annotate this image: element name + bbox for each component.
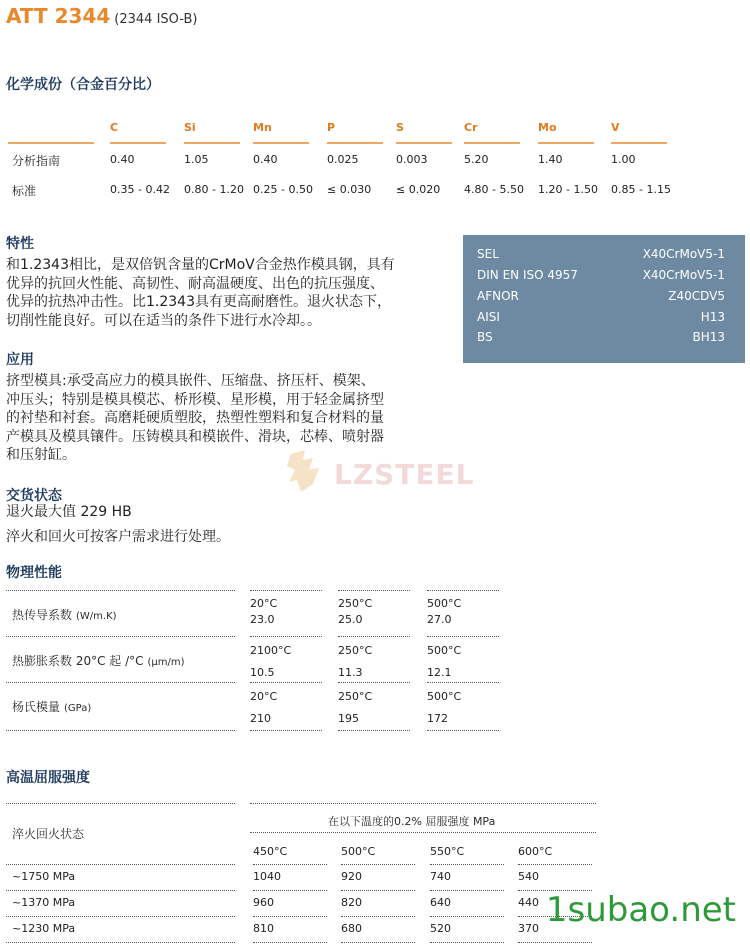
physical-row-label bbox=[12, 652, 185, 669]
divider bbox=[430, 942, 504, 943]
standard-value: BH13 bbox=[692, 330, 725, 344]
site-brand: 1subao.net bbox=[545, 890, 736, 930]
yield-section-title: 高温屈服强度 bbox=[6, 770, 90, 786]
app-line: 产模具及模具镶件。压铸模具和模嵌件、滑块，芯棒、喷射器 bbox=[6, 428, 384, 445]
chem-value: 4.80 - 5.50 bbox=[464, 183, 524, 196]
dragon-logo-icon bbox=[283, 446, 329, 496]
yield-temp-header: 500°C bbox=[341, 845, 376, 858]
props-line: 优异的抗热冲击性。比1.2343具有更高耐磨性。退火状态下， bbox=[6, 294, 391, 310]
page-title bbox=[6, 4, 197, 28]
standard-row bbox=[477, 247, 725, 261]
divider bbox=[464, 142, 520, 144]
yield-value: 810 bbox=[253, 922, 274, 935]
app-line: 冲压头；特别是模具模芯、桥形模、星形模，用于轻金属挤型 bbox=[6, 391, 384, 408]
chem-section-title: 化学成份（合金百分比） bbox=[6, 77, 160, 93]
physical-unit: (GPa) bbox=[64, 703, 92, 714]
divider bbox=[338, 730, 410, 731]
grade-subtitle: (2344 ISO-B) bbox=[114, 12, 198, 27]
physical-temp: 500°C bbox=[427, 597, 462, 610]
divider bbox=[250, 590, 322, 591]
divider bbox=[6, 636, 235, 637]
physical-value: 27.0 bbox=[427, 613, 452, 626]
chem-value: 0.40 bbox=[110, 153, 135, 166]
physical-value: 10.5 bbox=[250, 666, 275, 679]
divider bbox=[338, 682, 410, 683]
divider bbox=[6, 590, 235, 591]
divider bbox=[253, 864, 327, 865]
standard-name: BS bbox=[477, 330, 493, 344]
chem-element-header: Mn bbox=[253, 121, 272, 134]
chem-value: 5.20 bbox=[464, 153, 489, 166]
watermark-text: LZSTEEL bbox=[334, 458, 475, 491]
divider bbox=[427, 682, 499, 683]
standard-value: H13 bbox=[700, 310, 725, 324]
physical-label-text: 热传导系数 bbox=[12, 608, 73, 622]
divider bbox=[430, 890, 504, 891]
divider bbox=[427, 730, 499, 731]
chem-value: 1.20 - 1.50 bbox=[538, 183, 598, 196]
standard-name: DIN EN ISO 4957 bbox=[477, 268, 578, 282]
chem-element-header: Cr bbox=[464, 121, 478, 134]
standard-name: AISI bbox=[477, 310, 500, 324]
standard-row bbox=[477, 310, 725, 324]
physical-temp: 500°C bbox=[427, 690, 462, 703]
yield-value: 370 bbox=[518, 922, 539, 935]
physical-temp: 20°C bbox=[250, 690, 278, 703]
yield-value: 520 bbox=[430, 922, 451, 935]
chem-element-header: C bbox=[110, 121, 119, 134]
physical-section-title: 物理性能 bbox=[6, 565, 62, 581]
app-text bbox=[6, 372, 456, 465]
yield-row-label: ~1230 MPa bbox=[12, 922, 76, 935]
chem-row-label: 标准 bbox=[12, 184, 37, 198]
divider bbox=[341, 942, 415, 943]
chem-value: 1.40 bbox=[538, 153, 563, 166]
chem-value: 0.85 - 1.15 bbox=[611, 183, 671, 196]
physical-label-text: 杨氏模量 bbox=[12, 700, 61, 714]
standard-value: X40CrMoV5-1 bbox=[642, 247, 725, 261]
divider bbox=[8, 142, 94, 144]
divider bbox=[341, 890, 415, 891]
delivery-section-title: 交货状态 bbox=[6, 488, 62, 504]
chem-value: ≤ 0.030 bbox=[327, 183, 372, 196]
divider bbox=[538, 142, 594, 144]
chem-value: 0.35 - 0.42 bbox=[110, 183, 170, 196]
app-line: 挤型模具:承受高应力的模具嵌件、压缩盘、挤压杆、模架、 bbox=[6, 373, 375, 389]
divider bbox=[427, 636, 499, 637]
yield-value: 960 bbox=[253, 896, 274, 909]
props-text bbox=[6, 256, 456, 330]
divider bbox=[341, 916, 415, 917]
yield-value: 920 bbox=[341, 870, 362, 883]
divider bbox=[341, 864, 415, 865]
divider bbox=[338, 590, 410, 591]
divider bbox=[184, 142, 240, 144]
divider bbox=[6, 916, 235, 917]
yield-value: 440 bbox=[518, 896, 539, 909]
yield-row-label: ~1370 MPa bbox=[12, 896, 76, 909]
divider bbox=[6, 890, 235, 891]
yield-value: 540 bbox=[518, 870, 539, 883]
app-section-title: 应用 bbox=[6, 352, 34, 368]
delivery-line: 淬火和回火可按客户需求进行处理。 bbox=[6, 529, 230, 545]
divider bbox=[338, 636, 410, 637]
chem-value: 0.003 bbox=[396, 153, 428, 166]
yield-temp-header: 450°C bbox=[253, 845, 288, 858]
standard-value: X40CrMoV5-1 bbox=[642, 268, 725, 282]
grade-name: ATT 2344 bbox=[6, 4, 111, 28]
physical-value: 11.3 bbox=[338, 666, 363, 679]
physical-value: 172 bbox=[427, 712, 448, 725]
props-line: 优异的抗回火性能、高韧性、耐高温硬度、出色的抗压强度、 bbox=[6, 275, 384, 292]
props-line: 切削性能良好。可以在适当的条件下进行水冷却。。 bbox=[6, 312, 321, 329]
standards-box bbox=[463, 235, 745, 363]
divider bbox=[250, 682, 322, 683]
divider bbox=[6, 864, 235, 865]
divider bbox=[518, 864, 592, 865]
app-line: 的衬垫和衬套。高磨耗硬质塑胶，热塑性塑料和复合材料的量 bbox=[6, 410, 384, 426]
chem-value: 0.40 bbox=[253, 153, 278, 166]
divider bbox=[396, 142, 452, 144]
yield-value: 1040 bbox=[253, 870, 281, 883]
yield-value: 640 bbox=[430, 896, 451, 909]
yield-temp-header: 550°C bbox=[430, 845, 465, 858]
standard-row bbox=[477, 289, 725, 303]
delivery-line: 退火最大值 229 HB bbox=[6, 504, 132, 520]
physical-unit: (W/m.K) bbox=[76, 611, 117, 622]
physical-temp: 500°C bbox=[427, 644, 462, 657]
divider bbox=[327, 142, 383, 144]
physical-row-label bbox=[12, 698, 91, 715]
yield-value: 740 bbox=[430, 870, 451, 883]
divider bbox=[6, 803, 235, 804]
chem-element-header: Mo bbox=[538, 121, 557, 134]
physical-value: 23.0 bbox=[250, 613, 275, 626]
divider bbox=[430, 864, 504, 865]
chem-value: 0.25 - 0.50 bbox=[253, 183, 313, 196]
standard-value: Z40CDV5 bbox=[668, 289, 725, 303]
physical-value: 210 bbox=[250, 712, 271, 725]
physical-temp: 250°C bbox=[338, 690, 373, 703]
standard-row bbox=[477, 268, 725, 282]
divider bbox=[110, 142, 166, 144]
chem-element-header: Si bbox=[184, 121, 196, 134]
divider bbox=[253, 942, 327, 943]
standard-row bbox=[477, 330, 725, 344]
yield-value: 680 bbox=[341, 922, 362, 935]
physical-unit: (μm/m) bbox=[147, 657, 185, 668]
yield-row-header: 淬火回火状态 bbox=[12, 827, 85, 841]
chem-element-header: P bbox=[327, 121, 336, 134]
chem-value: 0.80 - 1.20 bbox=[184, 183, 244, 196]
divider bbox=[250, 832, 596, 833]
divider bbox=[611, 142, 667, 144]
yield-value: 820 bbox=[341, 896, 362, 909]
divider bbox=[250, 803, 596, 804]
divider bbox=[250, 636, 322, 637]
physical-temp: 250°C bbox=[338, 597, 373, 610]
standard-name: AFNOR bbox=[477, 289, 519, 303]
divider bbox=[6, 730, 235, 731]
chem-value: 0.025 bbox=[327, 153, 359, 166]
chem-value: 1.00 bbox=[611, 153, 636, 166]
divider bbox=[253, 142, 309, 144]
app-line: 和压射缸。 bbox=[6, 447, 76, 463]
yield-col-header: 在以下温度的0.2% 屈服强度 MPa bbox=[328, 815, 496, 828]
yield-row-label: ~1750 MPa bbox=[12, 870, 76, 883]
physical-value: 12.1 bbox=[427, 666, 452, 679]
chem-element-header: S bbox=[396, 121, 404, 134]
physical-value: 25.0 bbox=[338, 613, 363, 626]
physical-label-text: 热膨胀系数 20°C 起 /°C bbox=[12, 654, 144, 668]
physical-row-label bbox=[12, 606, 117, 623]
divider bbox=[253, 916, 327, 917]
divider bbox=[427, 590, 499, 591]
physical-value: 195 bbox=[338, 712, 359, 725]
yield-temp-header: 600°C bbox=[518, 845, 553, 858]
props-section-title: 特性 bbox=[6, 236, 34, 252]
chem-element-header: V bbox=[611, 121, 620, 134]
chem-value: 1.05 bbox=[184, 153, 209, 166]
standard-name: SEL bbox=[477, 247, 499, 261]
props-line: 和1.2343相比，是双倍钒含量的CrMoV合金热作模具钢，具有 bbox=[6, 257, 395, 273]
divider bbox=[6, 942, 235, 943]
physical-temp: 20°C bbox=[250, 597, 278, 610]
chem-row-label: 分析指南 bbox=[12, 154, 61, 168]
divider bbox=[6, 682, 235, 683]
divider bbox=[430, 916, 504, 917]
divider bbox=[518, 942, 592, 943]
divider bbox=[253, 890, 327, 891]
divider bbox=[250, 730, 322, 731]
chem-value: ≤ 0.020 bbox=[396, 183, 441, 196]
physical-temp: 250°C bbox=[338, 644, 373, 657]
physical-temp: 2100°C bbox=[250, 644, 292, 657]
